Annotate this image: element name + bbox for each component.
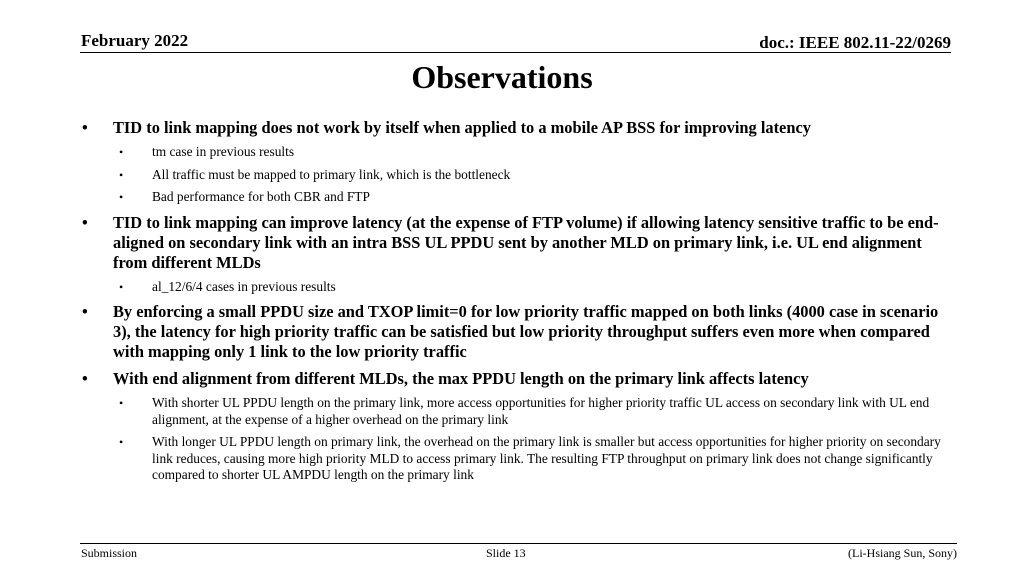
sub-bullet-2-1 xyxy=(119,279,942,296)
header-date: February 2022 xyxy=(81,31,189,50)
sub-bullet-4-1 xyxy=(119,395,942,428)
bullet-dot-icon: • xyxy=(82,369,88,388)
bullet-1 xyxy=(82,118,942,138)
bullet-3 xyxy=(82,302,942,362)
bullet-dot-icon: • xyxy=(119,396,124,410)
sub-bullet-text: al_12/6/4 cases in previous results xyxy=(152,278,336,294)
footer-divider xyxy=(80,543,957,544)
sub-bullet-text: With longer UL PPDU length on primary link, the overhead on the primary link is smaller but access opportunities for higher priority on secondary link reduces, causing more high priority MLD to access primary link. The resulting FTP throughput on primary link does not change significantly compared to shorter UL AMPDU length on the primary link xyxy=(152,434,941,482)
sub-bullet-4-2 xyxy=(119,434,942,484)
sub-bullet-text: Bad performance for both CBR and FTP xyxy=(152,189,370,204)
bullet-3-text: By enforcing a small PPDU size and TXOP limit=0 for low priority traffic mapped on both links (4000 case in scenario 3), the latency for high priority traffic can be satisfied but low priority throughput suffers even more when compared with mapping only 1 link to the low priority traffic xyxy=(113,302,939,361)
sub-bullet-1-3 xyxy=(119,189,942,206)
bullet-dot-icon: • xyxy=(119,167,124,182)
bullet-dot-icon: • xyxy=(82,118,88,137)
bullet-2-text: TID to link mapping can improve latency (at the expense of FTP volume) if allowing latency sensitive traffic to be end-aligned on secondary link with an intra BSS UL PPDU sent by another MLD on primary link, i.e. UL end alignment from different MLDs xyxy=(113,212,939,272)
bullet-dot-icon: • xyxy=(82,212,88,232)
bullet-dot-icon: • xyxy=(119,190,124,204)
header-divider xyxy=(80,52,951,53)
bullet-dot-icon: • xyxy=(82,302,88,321)
bullet-4-text: With end alignment from different MLDs, the max PPDU length on the primary link affects latency xyxy=(113,369,809,388)
bullet-4 xyxy=(82,369,942,389)
sub-bullet-text: With shorter UL PPDU length on the primary link, more access opportunities for higher priority traffic UL access on secondary link with UL end alignment, at the expense of a higher overhead on the primary link xyxy=(152,395,930,427)
footer-submission: Submission xyxy=(81,546,138,560)
bullet-2 xyxy=(82,213,942,273)
footer-author: (Li-Hsiang Sun, Sony) xyxy=(848,546,957,560)
slide-title: Observations xyxy=(411,59,593,95)
bullet-dot-icon: • xyxy=(119,145,124,159)
sub-bullet-text: tm case in previous results xyxy=(152,144,295,159)
bullet-dot-icon: • xyxy=(119,279,124,294)
sub-bullet-text: All traffic must be mapped to primary link, which is the bottleneck xyxy=(152,166,511,182)
sub-bullet-1-2 xyxy=(119,167,942,184)
sub-bullet-1-1 xyxy=(119,144,942,161)
footer-slide-number: Slide 13 xyxy=(486,546,526,560)
header-doc-id: doc.: IEEE 802.11-22/0269 xyxy=(759,33,951,52)
bullet-1-text: TID to link mapping does not work by itself when applied to a mobile AP BSS for improving latency xyxy=(113,118,811,137)
bullet-dot-icon: • xyxy=(119,435,124,449)
slide-body xyxy=(82,118,942,484)
